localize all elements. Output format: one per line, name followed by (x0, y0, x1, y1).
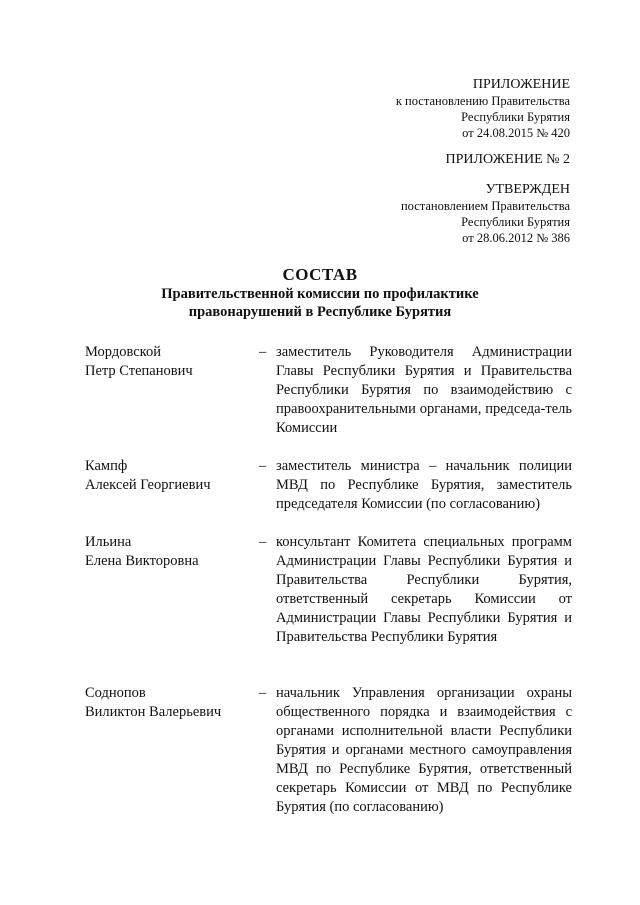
member-given-name: Елена Викторовна (85, 553, 199, 569)
approved-block (210, 182, 570, 246)
member-role: начальник Управления организации охраны общественного порядка и взаимодействия с органами исполнительной власти Республики Бурятия и органами местного самоуправления МВД по Республике Бурятия, ответственный секретарь Комиссии от МВД по Республике Бурятия (по согласованию) (276, 685, 572, 815)
appendix-line: к постановлению Правительства (395, 94, 570, 108)
approved-line: от 28.06.2012 № 386 (462, 231, 570, 245)
approved-label: УТВЕРЖДЕН (485, 182, 570, 197)
member-dash: – (259, 458, 267, 474)
title-line: правонарушений в Республике Бурятия (188, 304, 452, 320)
member-name (85, 343, 255, 381)
appendix-2-block (210, 152, 570, 168)
appendix-label: ПРИЛОЖЕНИЕ (472, 77, 570, 92)
member-surname: Соднопов (85, 685, 146, 701)
member-dash: – (259, 344, 267, 360)
member-given-name: Петр Степанович (85, 363, 193, 379)
member-name (85, 684, 255, 722)
appendix-line: Республики Бурятия (461, 110, 570, 124)
appendix-line: от 24.08.2015 № 420 (462, 126, 570, 140)
appendix-2-label: ПРИЛОЖЕНИЕ № 2 (445, 152, 570, 167)
member-role: заместитель Руководителя Администрации Главы Республики Бурятия и Правительства Республики Бурятия по взаимодействию с правоохранительными органами, председа-тель Комиссии (276, 344, 572, 436)
member-surname: Кампф (85, 458, 128, 474)
title-main: СОСТАВ (282, 265, 358, 284)
member-dash: – (259, 534, 267, 550)
approved-line: Республики Бурятия (461, 215, 570, 229)
member-role: консультант Комитета специальных программ Администрации Главы Республики Бурятия и Правительства Республики Бурятия, ответственный секретарь Комиссии от Администрации Главы Республики Бурятия и Правительства Республики Бурятия (276, 534, 572, 645)
approved-line: постановлением Правительства (400, 199, 570, 213)
member-surname: Мордовской (85, 344, 161, 360)
member-name (85, 457, 255, 495)
member-dash: – (259, 685, 267, 701)
member-given-name: Виликтон Валерьевич (85, 704, 222, 720)
member-role: заместитель министра – начальник полиции МВД по Республике Бурятия, заместитель председателя Комиссии (по согласованию) (276, 458, 572, 512)
document-title (100, 264, 540, 321)
member-surname: Ильина (85, 534, 132, 550)
member-name (85, 533, 255, 571)
member-given-name: Алексей Георгиевич (85, 477, 211, 493)
appendix-block (210, 77, 570, 141)
title-line: Правительственной комиссии по профилактике (161, 286, 479, 302)
